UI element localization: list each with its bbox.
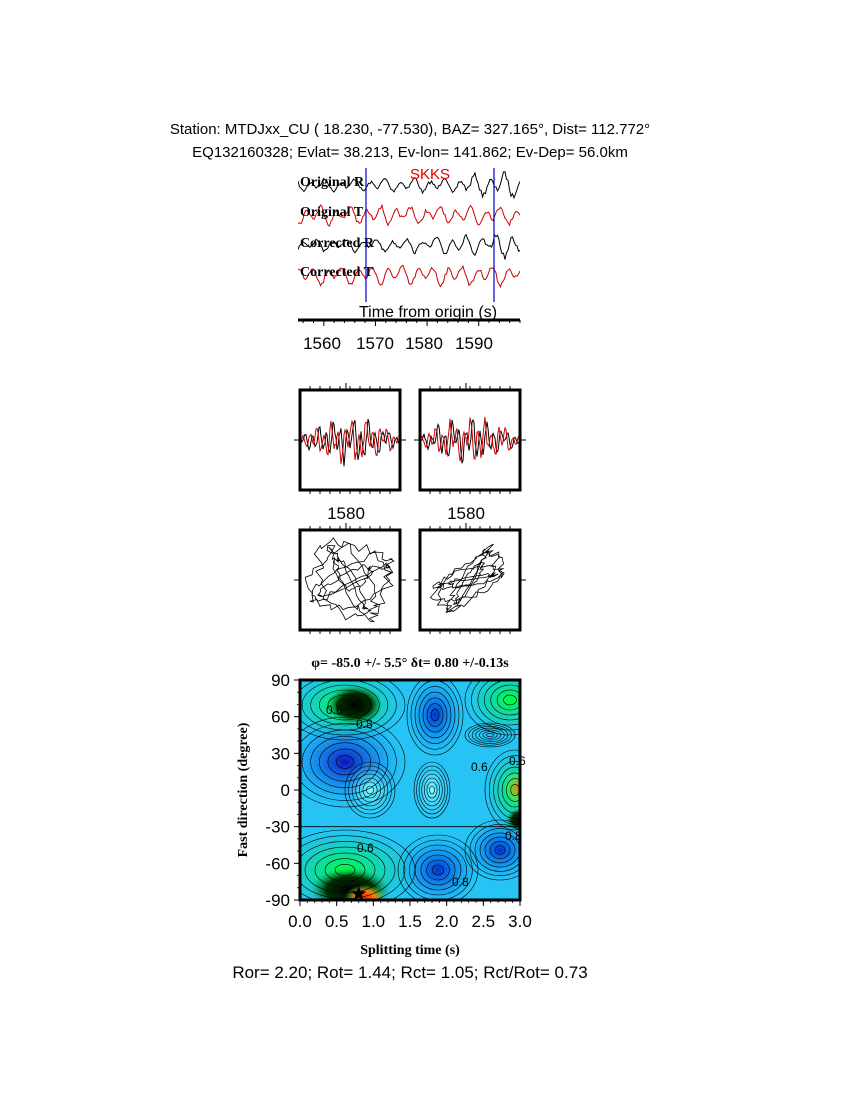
trace-tick-label-1590: 1590 [455,334,493,353]
contour-label: 0.8 [356,717,373,731]
contour-y-tick-label: 30 [271,744,290,764]
trace-label-corrected-r: Corrected R [300,236,374,251]
window-trace-line [420,420,520,463]
contour-plot [236,665,555,958]
contour-xlabel: Splitting time (s) [360,943,460,958]
contour-x-tick-label: 1.0 [361,912,386,931]
contour-label: 0.6 [326,703,343,717]
particle-motion-path [305,538,394,622]
particle-frame-original [300,530,400,630]
footer-ratios: Ror= 2.20; Rot= 1.44; Rct= 1.05; Rct/Rot= 0.73 [232,963,588,982]
contour-blob-blue-b [407,675,463,755]
header-station-line: Station: MTDJxx_CU ( 18.230, -77.530), BAZ= 327.165°, Dist= 112.772° [169,121,651,138]
contour-y-tick-label: 60 [271,707,290,727]
trace-tick-label-1580: 1580 [405,334,443,353]
contour-label: 0.8 [452,875,469,889]
contour-y-tick-label: 0 [280,781,290,800]
window-tick-label-right: 1580 [447,504,485,523]
window-trace-line [300,419,400,466]
contour-y-tick-label: -60 [265,854,290,874]
contour-x-tick-label: 2.0 [434,912,459,931]
contour-x-tick-label: 0.0 [288,912,312,931]
particle-motion-corrected [420,530,520,630]
result-title: φ= -85.0 +/- 5.5° δt= 0.80 +/-0.13s [311,656,509,671]
contour-x-tick-label: 2.5 [471,912,496,931]
contour-x-tick-label: 3.0 [508,912,532,931]
contour-blob-blue-d [465,820,535,880]
trace-tick-label-1570: 1570 [356,334,394,353]
contour-ylabel: Fast direction (degree) [236,722,251,858]
window-panel-corrected [420,390,520,490]
trace-xlabel: Time from origin (s) [358,304,498,321]
trace-label-original-t: Original T [300,205,364,220]
particle-motion-original [300,530,400,630]
contour-y-tick-label: 90 [271,671,290,690]
contour-blob-red [345,885,385,909]
trace-panel [298,166,520,353]
trace-tick-label-1560: 1560 [303,334,341,353]
contour-label: 0.6 [471,760,488,774]
window-tick-label-left: 1580 [327,504,365,523]
trace-label-original-r: Original R [300,175,365,190]
phase-label: SKKS [409,166,451,183]
contour-y-tick-label: -90 [265,891,290,910]
particle-motion-path [430,544,504,613]
trace-label-corrected-t: Corrected T [300,265,373,280]
contour-label: 0.8 [505,829,522,843]
contour-label: 0.6 [357,841,374,855]
contour-y-tick-label: -30 [265,817,290,837]
contour-label: 0.6 [509,754,526,768]
header-event-line: EQ132160328; Evlat= 38.213, Ev-lon= 141.862; Ev-Dep= 56.0km [192,144,628,161]
contour-x-tick-label: 0.5 [324,912,349,931]
contour-x-tick-label: 1.5 [398,912,422,931]
window-panel-original [300,390,400,490]
